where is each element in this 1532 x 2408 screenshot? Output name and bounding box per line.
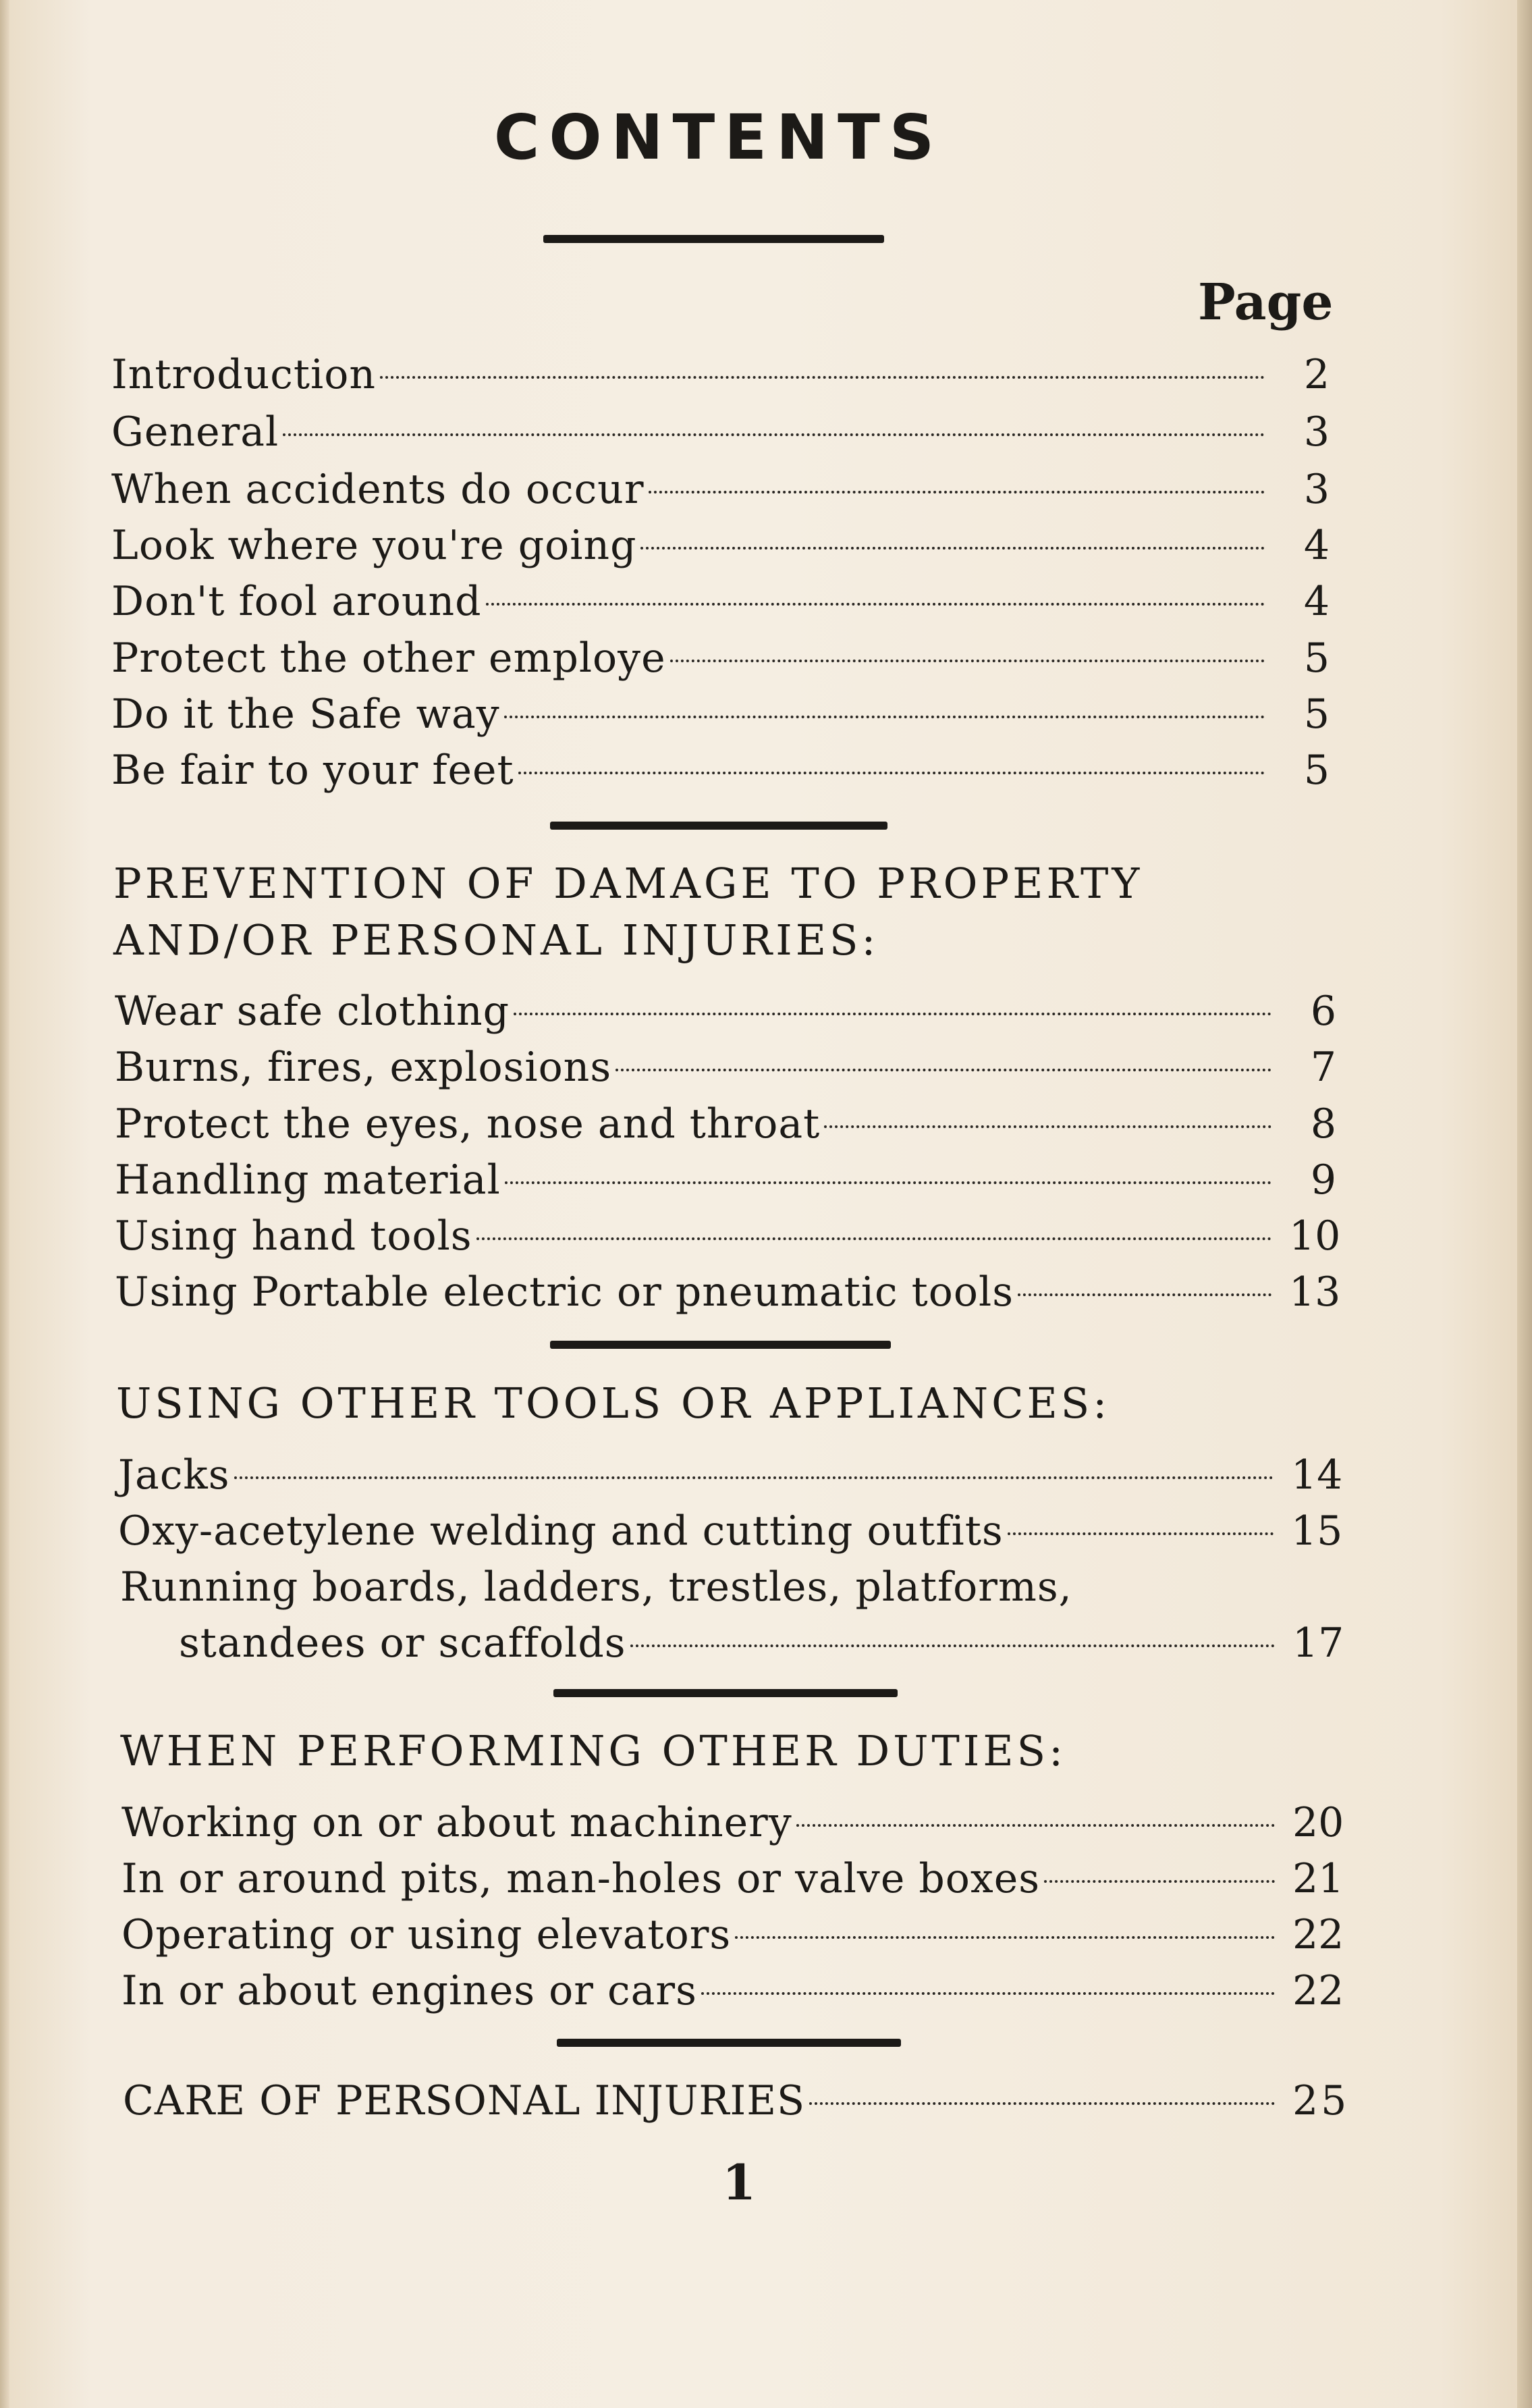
toc-entry-page: 3 — [1303, 408, 1330, 456]
leader-dots — [505, 1181, 1271, 1184]
toc-entry — [111, 743, 1330, 797]
toc-entry — [111, 348, 1330, 402]
toc-entry-continued — [120, 1560, 1338, 1614]
toc-entry-label: Operating or using elevators — [121, 1911, 732, 1958]
toc-entry — [115, 1040, 1336, 1094]
toc-entry-page: 6 — [1310, 988, 1336, 1035]
leader-dots — [504, 716, 1265, 718]
toc-entry — [111, 687, 1330, 741]
leader-dots — [283, 433, 1265, 436]
leader-dots — [514, 1013, 1271, 1015]
leader-dots — [380, 376, 1265, 379]
leader-dots — [1018, 1293, 1271, 1296]
toc-entry-page: 25 — [1292, 2077, 1350, 2124]
leader-dots — [518, 772, 1265, 774]
toc-entry-label: Working on or about machinery — [121, 1799, 792, 1846]
toc-entry-label: Running boards, ladders, trestles, platforms, — [120, 1563, 1072, 1611]
toc-entry-label: General — [111, 408, 279, 456]
toc-entry-page: 3 — [1303, 466, 1330, 513]
toc-entry-page: 4 — [1303, 578, 1330, 625]
toc-entry — [111, 518, 1330, 572]
toc-entry-page: 14 — [1291, 1451, 1343, 1499]
toc-entry-label: Jacks — [118, 1451, 230, 1499]
leader-dots — [630, 1644, 1275, 1647]
title-rule — [543, 235, 884, 243]
leader-dots — [615, 1069, 1271, 1071]
toc-entry — [179, 1616, 1344, 1670]
toc-entry — [115, 984, 1336, 1038]
toc-entry-page: 20 — [1292, 1799, 1344, 1846]
toc-entry-label: Protect the other employe — [111, 635, 666, 682]
leader-dots — [701, 1992, 1275, 1995]
toc-entry-label: In or about engines or cars — [121, 1967, 697, 2014]
toc-entry — [111, 631, 1330, 685]
toc-entry-page: 10 — [1289, 1212, 1341, 1260]
toc-entry — [115, 1153, 1336, 1207]
toc-entry-page: 5 — [1303, 635, 1330, 682]
toc-entry — [115, 1097, 1336, 1151]
leader-dots — [824, 1125, 1271, 1128]
page-column-heading: Page — [1198, 273, 1334, 331]
leader-dots — [234, 1476, 1274, 1479]
toc-entry-label: Burns, fires, explosions — [115, 1044, 612, 1091]
leader-dots — [809, 2102, 1275, 2105]
toc-entry-page: 17 — [1292, 1620, 1344, 1667]
section-rule — [553, 1689, 898, 1697]
toc-entry-page: 4 — [1303, 522, 1330, 569]
toc-entry — [118, 1504, 1343, 1558]
leader-dots — [476, 1237, 1271, 1240]
toc-entry-label: CARE OF PERSONAL INJURIES — [123, 2077, 806, 2124]
leader-dots — [640, 547, 1265, 550]
leader-dots — [486, 603, 1265, 606]
toc-entry-label: When accidents do occur — [111, 466, 645, 513]
toc-entry — [111, 462, 1330, 516]
toc-entry — [111, 405, 1330, 459]
toc-entry-label: Using hand tools — [115, 1212, 472, 1260]
toc-entry — [121, 1908, 1344, 1962]
toc-entry-final — [123, 2074, 1350, 2128]
toc-entry-page: 22 — [1292, 1911, 1344, 1958]
leader-dots — [1008, 1532, 1274, 1535]
toc-entry — [115, 1265, 1341, 1319]
toc-entry-page: 15 — [1291, 1507, 1343, 1555]
toc-entry-label: Do it the Safe way — [111, 691, 500, 738]
toc-entry-label: Wear safe clothing — [115, 988, 510, 1035]
toc-entry-page: 13 — [1289, 1268, 1341, 1316]
leader-dots — [1044, 1880, 1275, 1883]
page-number: 1 — [721, 2153, 757, 2211]
contents-title: CONTENTS — [493, 101, 944, 173]
toc-entry-page: 5 — [1303, 691, 1330, 738]
toc-entry — [118, 1448, 1343, 1502]
section-heading-prevention: PREVENTION OF DAMAGE TO PROPERTY — [113, 859, 1143, 908]
toc-entry-page: 5 — [1303, 747, 1330, 794]
toc-entry-label: Introduction — [111, 351, 376, 398]
toc-entry — [121, 1964, 1344, 2018]
leader-dots — [796, 1824, 1275, 1827]
toc-entry — [111, 574, 1330, 628]
toc-entry-label: Oxy-acetylene welding and cutting outfits — [118, 1507, 1004, 1555]
page-left-edge — [0, 0, 9, 2408]
toc-entry-page: 22 — [1292, 1967, 1344, 2014]
toc-entry-page: 21 — [1292, 1855, 1344, 1902]
toc-entry-label: Using Portable electric or pneumatic tools — [115, 1268, 1014, 1316]
toc-entry-label: standees or scaffolds — [179, 1620, 626, 1667]
section-rule — [557, 2039, 901, 2047]
section-rule — [550, 1341, 891, 1349]
leader-dots — [735, 1936, 1275, 1939]
leader-dots — [670, 660, 1265, 662]
toc-entry — [121, 1796, 1344, 1850]
toc-entry — [115, 1209, 1341, 1263]
toc-entry-page: 2 — [1303, 351, 1330, 398]
toc-entry-label: Handling material — [115, 1156, 501, 1204]
section-heading-prevention-line2: AND/OR PERSONAL INJURIES: — [113, 915, 879, 965]
toc-entry-label: Look where you're going — [111, 522, 637, 569]
section-heading-tools: USING OTHER TOOLS OR APPLIANCES: — [116, 1379, 1111, 1428]
page-right-edge — [1517, 0, 1532, 2408]
toc-entry-page: 8 — [1310, 1100, 1336, 1148]
leader-dots — [649, 491, 1265, 493]
toc-entry-page: 7 — [1310, 1044, 1336, 1091]
toc-entry-label: Protect the eyes, nose and throat — [115, 1100, 821, 1148]
section-rule — [550, 822, 887, 830]
section-heading-duties: WHEN PERFORMING OTHER DUTIES: — [120, 1726, 1066, 1775]
toc-entry-label: In or around pits, man-holes or valve boxes — [121, 1855, 1041, 1902]
toc-entry — [121, 1852, 1344, 1906]
toc-entry-page: 9 — [1310, 1156, 1336, 1204]
toc-entry-label: Don't fool around — [111, 578, 482, 625]
toc-entry-label: Be fair to your feet — [111, 747, 514, 794]
